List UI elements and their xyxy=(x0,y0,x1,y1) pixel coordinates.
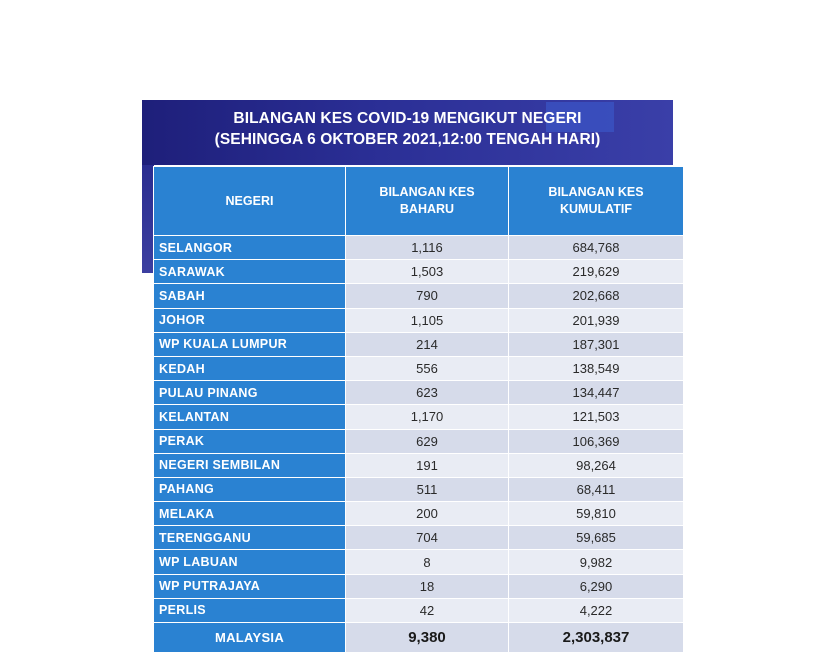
state-name: WP LABUAN xyxy=(154,550,346,574)
state-name: JOHOR xyxy=(154,308,346,332)
table-row xyxy=(154,332,684,356)
table-row xyxy=(154,260,684,284)
state-name: MELAKA xyxy=(154,502,346,526)
new-cases: 511 xyxy=(346,477,509,501)
table-row xyxy=(154,502,684,526)
new-cases: 8 xyxy=(346,550,509,574)
new-cases: 556 xyxy=(346,356,509,380)
state-name: SABAH xyxy=(154,284,346,308)
new-cases: 214 xyxy=(346,332,509,356)
new-cases: 623 xyxy=(346,381,509,405)
new-cases: 1,116 xyxy=(346,236,509,260)
cumulative-cases: 201,939 xyxy=(509,308,684,332)
state-name: PAHANG xyxy=(154,477,346,501)
cumulative-cases: 9,982 xyxy=(509,550,684,574)
state-name: KELANTAN xyxy=(154,405,346,429)
cumulative-cases: 59,810 xyxy=(509,502,684,526)
cumulative-cases: 219,629 xyxy=(509,260,684,284)
state-name: PERLIS xyxy=(154,598,346,622)
new-cases: 1,503 xyxy=(346,260,509,284)
header-cumulative-cases: BILANGAN KES KUMULATIF xyxy=(509,167,684,236)
state-name: SARAWAK xyxy=(154,260,346,284)
table-row xyxy=(154,284,684,308)
total-cumulative-cases: 2,303,837 xyxy=(509,623,684,653)
total-new-cases: 9,380 xyxy=(346,623,509,653)
state-name: PERAK xyxy=(154,429,346,453)
new-cases: 18 xyxy=(346,574,509,598)
cumulative-cases: 138,549 xyxy=(509,356,684,380)
state-name: NEGERI SEMBILAN xyxy=(154,453,346,477)
new-cases: 1,105 xyxy=(346,308,509,332)
state-name: SELANGOR xyxy=(154,236,346,260)
new-cases: 629 xyxy=(346,429,509,453)
new-cases: 790 xyxy=(346,284,509,308)
cumulative-cases: 98,264 xyxy=(509,453,684,477)
table-row xyxy=(154,598,684,622)
state-name: KEDAH xyxy=(154,356,346,380)
state-name: TERENGGANU xyxy=(154,526,346,550)
page-title xyxy=(142,108,673,150)
cumulative-cases: 684,768 xyxy=(509,236,684,260)
title-line-1: BILANGAN KES COVID-19 MENGIKUT NEGERI xyxy=(233,110,582,127)
table-row xyxy=(154,550,684,574)
table-header-row xyxy=(154,167,684,236)
new-cases: 191 xyxy=(346,453,509,477)
cumulative-cases: 106,369 xyxy=(509,429,684,453)
table-row xyxy=(154,526,684,550)
cumulative-cases: 121,503 xyxy=(509,405,684,429)
state-name: WP PUTRAJAYA xyxy=(154,574,346,598)
covid-cases-table xyxy=(153,166,684,653)
table-row xyxy=(154,308,684,332)
cumulative-cases: 187,301 xyxy=(509,332,684,356)
header-state: NEGERI xyxy=(154,167,346,236)
title-line-2: (SEHINGGA 6 OKTOBER 2021,12:00 TENGAH HARI) xyxy=(214,131,601,148)
table-row xyxy=(154,574,684,598)
cumulative-cases: 4,222 xyxy=(509,598,684,622)
table-row xyxy=(154,236,684,260)
cumulative-cases: 68,411 xyxy=(509,477,684,501)
new-cases: 1,170 xyxy=(346,405,509,429)
cumulative-cases: 202,668 xyxy=(509,284,684,308)
new-cases: 704 xyxy=(346,526,509,550)
new-cases: 42 xyxy=(346,598,509,622)
state-name: WP KUALA LUMPUR xyxy=(154,332,346,356)
total-row xyxy=(154,623,684,653)
table-row xyxy=(154,356,684,380)
table-row xyxy=(154,405,684,429)
table-row xyxy=(154,477,684,501)
cumulative-cases: 59,685 xyxy=(509,526,684,550)
cumulative-cases: 134,447 xyxy=(509,381,684,405)
state-name: PULAU PINANG xyxy=(154,381,346,405)
table-row xyxy=(154,429,684,453)
total-label: MALAYSIA xyxy=(154,623,346,653)
cumulative-cases: 6,290 xyxy=(509,574,684,598)
table-row xyxy=(154,381,684,405)
table-row xyxy=(154,453,684,477)
new-cases: 200 xyxy=(346,502,509,526)
header-new-cases: BILANGAN KES BAHARU xyxy=(346,167,509,236)
